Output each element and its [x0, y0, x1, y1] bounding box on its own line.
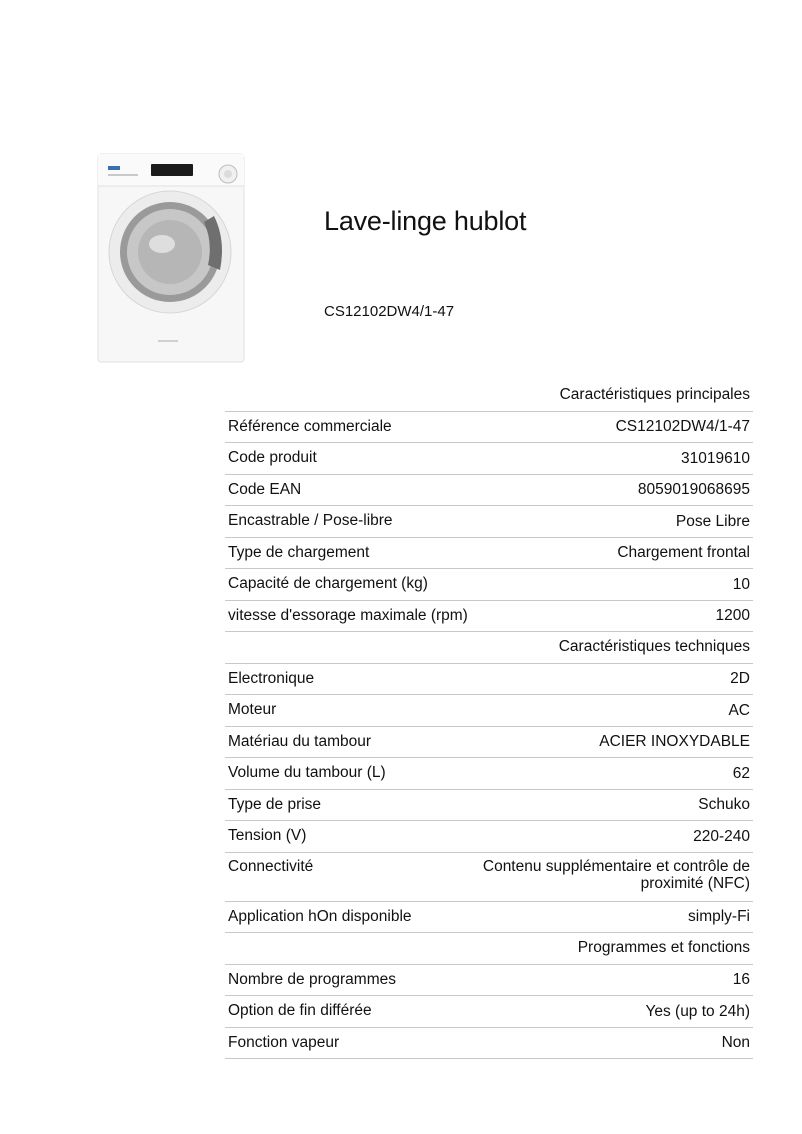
product-model: CS12102DW4/1-47 — [324, 303, 455, 320]
spec-label: Code EAN — [228, 480, 302, 498]
spec-row — [225, 475, 753, 507]
spec-label: Code produit — [228, 449, 317, 467]
spec-value: Schuko — [698, 796, 750, 814]
section-title: Programmes et fonctions — [577, 939, 750, 957]
spec-row — [225, 727, 753, 759]
spec-label: Nombre de programmes — [228, 970, 396, 988]
spec-value: simply-Fi — [688, 908, 750, 926]
spec-label: vitesse d'essorage maximale (rpm) — [228, 606, 468, 624]
spec-value: 8059019068695 — [637, 481, 750, 499]
spec-value: Contenu supplémentaire et contrôle de proximité (NFC) — [482, 857, 750, 892]
spec-row — [225, 443, 753, 475]
spec-value: 16 — [732, 971, 750, 989]
spec-value: AC — [728, 701, 750, 719]
spec-value: 31019610 — [681, 449, 750, 467]
spec-label: Encastrable / Pose-libre — [228, 512, 393, 530]
spec-label: Connectivité — [228, 857, 314, 875]
section-header — [225, 933, 753, 965]
spec-label: Matériau du tambour — [228, 732, 372, 750]
spec-row — [225, 790, 753, 822]
spec-row — [225, 569, 753, 601]
spec-row — [225, 538, 753, 570]
spec-row — [225, 996, 753, 1028]
spec-label: Type de chargement — [228, 543, 370, 561]
spec-value: Chargement frontal — [617, 544, 750, 562]
spec-row — [225, 1028, 753, 1060]
spec-label: Moteur — [228, 701, 277, 719]
spec-table — [225, 380, 753, 1059]
spec-label: Application hOn disponible — [228, 907, 412, 925]
spec-value: Pose Libre — [675, 512, 750, 530]
spec-label: Tension (V) — [228, 827, 307, 845]
section-title: Caractéristiques techniques — [558, 638, 750, 656]
spec-value: 10 — [732, 575, 750, 593]
spec-row — [225, 821, 753, 853]
spec-value: Yes (up to 24h) — [645, 1002, 750, 1020]
spec-value: 220-240 — [693, 827, 750, 845]
spec-row — [225, 965, 753, 997]
spec-row — [225, 664, 753, 696]
washing-machine-icon — [96, 152, 246, 364]
spec-value: ACIER INOXYDABLE — [599, 733, 750, 751]
product-title: Lave-linge hublot — [324, 206, 527, 236]
spec-label: Option de fin différée — [228, 1002, 372, 1020]
section-header — [225, 632, 753, 664]
spec-row — [225, 758, 753, 790]
spec-value: Non — [721, 1034, 750, 1052]
spec-value: 2D — [730, 670, 750, 688]
spec-label: Electronique — [228, 669, 315, 687]
spec-label: Référence commerciale — [228, 417, 392, 435]
spec-row — [225, 601, 753, 633]
spec-value: CS12102DW4/1-47 — [615, 418, 750, 436]
spec-row — [225, 902, 753, 934]
spec-label: Type de prise — [228, 795, 322, 813]
section-title: Caractéristiques principales — [559, 386, 750, 404]
product-image — [96, 152, 246, 364]
spec-value: 62 — [732, 764, 750, 782]
spec-label: Fonction vapeur — [228, 1033, 340, 1051]
spec-label: Capacité de chargement (kg) — [228, 575, 428, 593]
spec-value: 1200 — [715, 607, 750, 625]
spec-row — [225, 853, 753, 902]
spec-row — [225, 412, 753, 444]
spec-row — [225, 506, 753, 538]
spec-row — [225, 695, 753, 727]
spec-label: Volume du tambour (L) — [228, 764, 386, 782]
section-header — [225, 380, 753, 412]
